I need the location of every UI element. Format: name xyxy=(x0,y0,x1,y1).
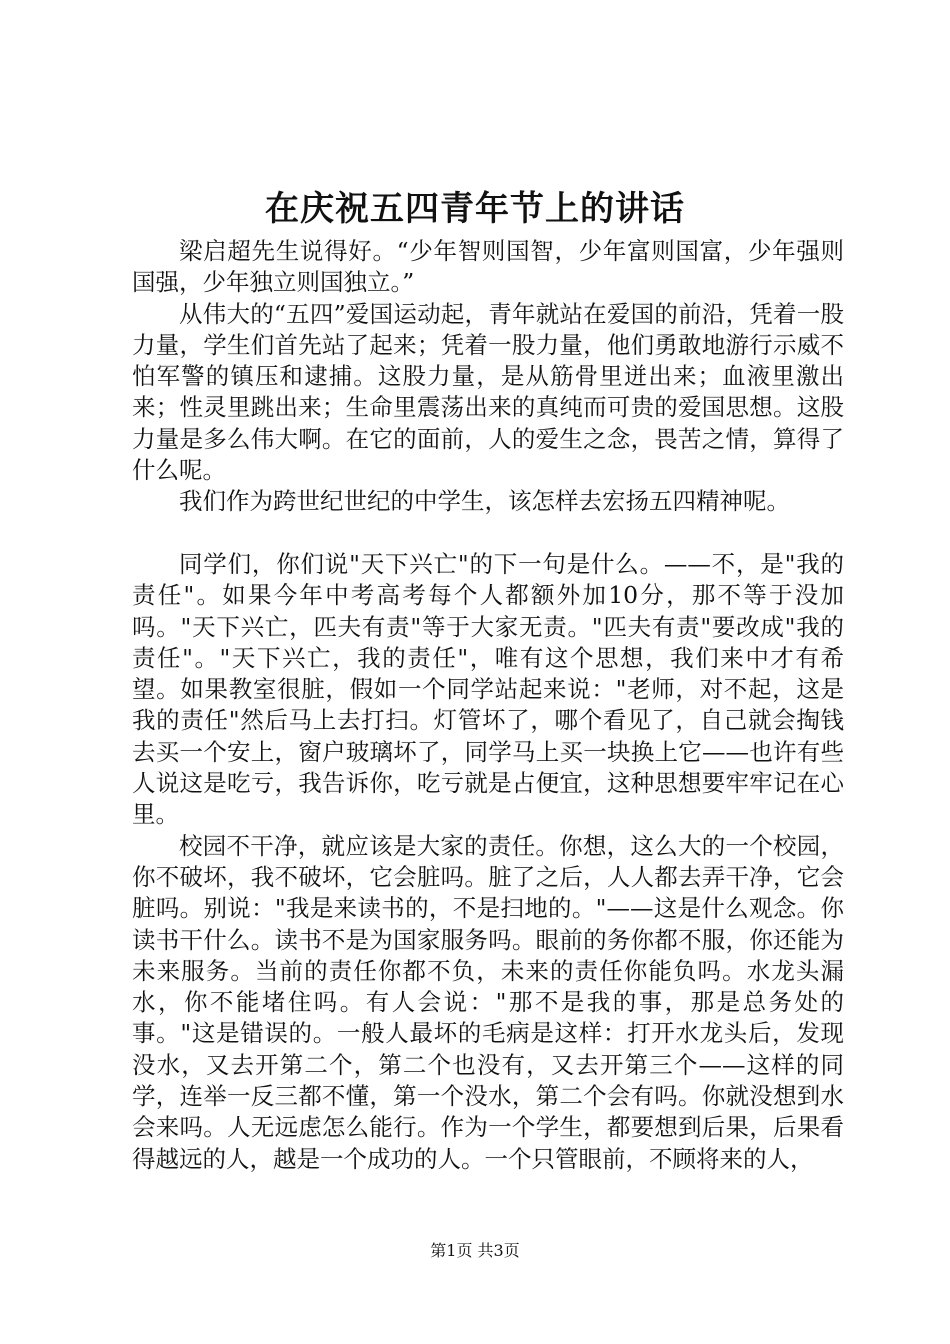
paragraph-2: 从伟大的“五四”爱国运动起，青年就站在爱国的前沿，凭着一股力量，学生们首先站了起来；凭着一股力量，他们勇敢地游行示威不怕军警的镇压和逮捕。这股力量，是从筋骨里迸出来；血液里激出来；性灵里跳出来；生命里震荡出来的真纯而可贵的爱国思想。这股力量是多么伟大啊。在它的面前，人的爱生之念，畏苦之情，算得了什么呢。 xyxy=(132,299,844,485)
paragraph-3: 我们作为跨世纪世纪的中学生，该怎样去宏扬五四精神呢。 xyxy=(179,487,790,516)
document-body xyxy=(132,236,844,1175)
paragraph-spacer xyxy=(132,518,844,549)
document-title: 在庆祝五四青年节上的讲话 xyxy=(265,189,685,229)
paragraph-5: 校园不干净，就应该是大家的责任。你想，这么大的一个校园，你不破坏，我不破坏，它会脏吗。脏了之后，人人都去弄干净，它会脏吗。别说："我是来读书的，不是扫地的。"——这是什么观念。你读书干什么。读书不是为国家服务吗。眼前的务你都不服，你还能为未来服务。当前的责任你都不负，未来的责任你能负吗。水龙头漏水，你不能堵住吗。有人会说："那不是我的事，那是总务处的事。"这是错误的。一般人最坏的毛病是这样：打开水龙头后，发现没水，又去开第二个，第二个也没有，又去开第三个——这样的同学，连举一反三都不懂，第一个没水，第二个会有吗。你就没想到水会来吗。人无远虑怎么能行。作为一个学生，都要想到后果，后果看得越远的人，越是一个成功的人。一个只管眼前，不顾将来的人， xyxy=(132,831,844,1173)
paragraph-1: 梁启超先生说得好。“少年智则国智，少年富则国富，少年强则国强，少年独立则国独立。” xyxy=(132,237,844,297)
paragraph-4: 同学们，你们说"天下兴亡"的下一句是什么。——不，是"我的责任"。如果今年中考高考每个人都额外加10分，那不等于没加吗。"天下兴亡，匹夫有责"等于大家无责。"匹夫有责"要改成"我的责任"。"天下兴亡，我的责任"，唯有这个思想，我们来中才有希望。如果教室很脏，假如一个同学站起来说："老师，对不起，这是我的责任"然后马上去打扫。灯管坏了，哪个看见了，自己就会掏钱去买一个安上，窗户玻璃坏了，同学马上买一块换上它——也许有些人说这是吃亏，我告诉你，吃亏就是占便宜，这种思想要牢牢记在心里。 xyxy=(132,549,844,829)
page-footer: 第1页 共3页 xyxy=(430,1241,520,1260)
